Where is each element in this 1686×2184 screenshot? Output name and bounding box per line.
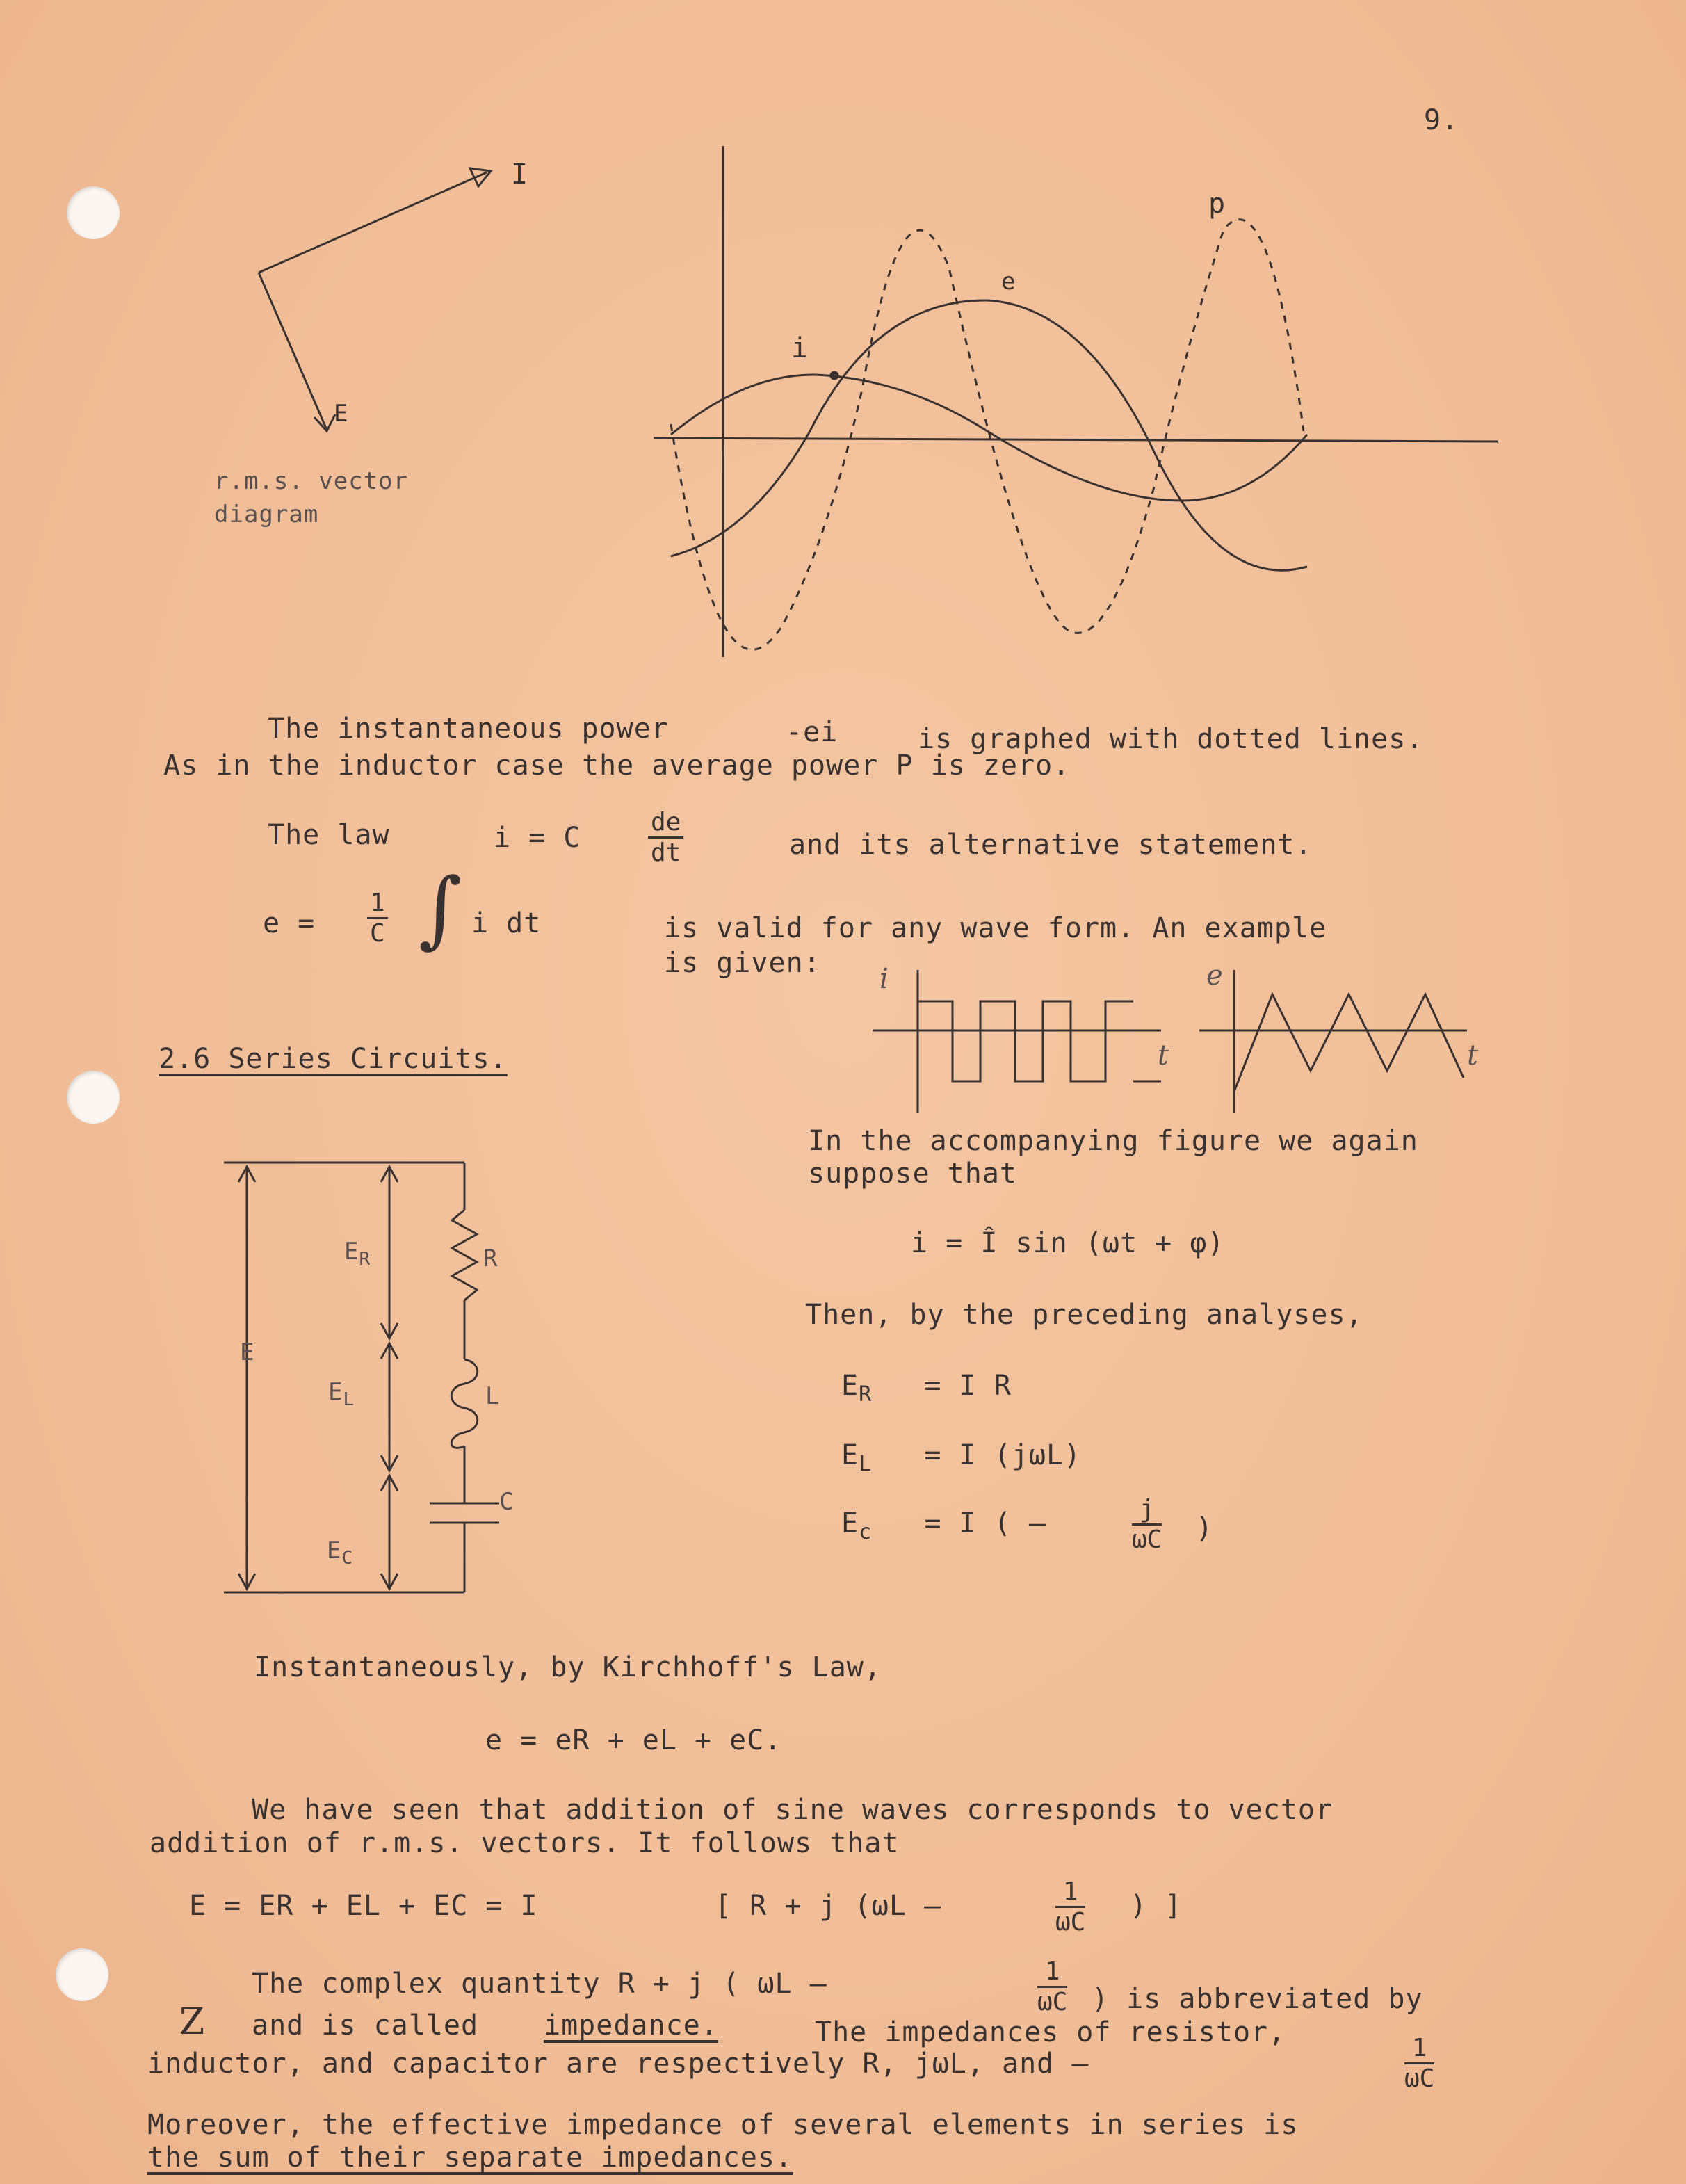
eq-E-num: 1 — [1055, 1877, 1085, 1908]
para6-line1-a: The complex quantity R + j ( ωL — — [252, 1968, 827, 2000]
para1-line1-b: -ei — [786, 716, 838, 748]
equation-i: i = Î sin (ωt + φ) — [911, 1227, 1225, 1259]
page-number: 9. — [1424, 104, 1459, 136]
para4: Instantaneously, by Kirchhoff's Law, — [254, 1651, 882, 1683]
law-frac-den: dt — [651, 839, 681, 867]
para6-frac1-den: ωC — [1037, 1988, 1068, 2016]
circuit-label-L: L — [485, 1382, 501, 1410]
section-heading: 2.6 Series Circuits. — [159, 1043, 508, 1075]
para6-line1-b: ) is abbreviated by — [1092, 1983, 1423, 2015]
example-label-i: i — [880, 963, 889, 995]
para6-line2-a: and is called — [252, 2009, 479, 2041]
para6-frac1-num: 1 — [1037, 1957, 1067, 1988]
eq-E-den: ωC — [1055, 1908, 1086, 1936]
para3: Then, by the preceding analyses, — [805, 1299, 1363, 1331]
para1-line1-c: is graphed with dotted lines. — [918, 723, 1424, 755]
para6-frac2-den: ωC — [1404, 2064, 1435, 2093]
para6-line2-b: The impedances of resistor, — [815, 2016, 1286, 2048]
law-intro: The law — [268, 819, 390, 851]
para1-line2: As in the inductor case the average power P is zero. — [163, 750, 1071, 782]
para6-line5: the sum of their separate impedances. — [147, 2142, 793, 2174]
vector-I-label: I — [511, 159, 529, 191]
integral-text-line1: is valid for any wave form. An example — [664, 912, 1327, 944]
integral-body: i dt — [471, 907, 542, 939]
curve-label-p: p — [1208, 188, 1226, 220]
kirchhoff-equation: e = eR + eL + eC. — [485, 1724, 782, 1756]
para6-line3-a: inductor, and capacitor are respectively R, jωL, and — — [147, 2048, 1089, 2080]
eq-E-bracket: [ R + j (ωL — — [715, 1890, 942, 1922]
eq-EC-den: ωC — [1132, 1526, 1162, 1554]
law-frac-num: de — [648, 808, 683, 839]
law-tail: and its alternative statement. — [789, 829, 1313, 861]
vector-caption-line1: r.m.s. vector — [214, 467, 409, 495]
curve-label-i: i — [791, 332, 809, 364]
para6-impedance: impedance. — [544, 2009, 718, 2041]
integral-text-line2: is given: — [664, 947, 821, 979]
binder-hole-bottom — [56, 1948, 108, 2001]
para2-line1: In the accompanying figure we again — [808, 1125, 1418, 1157]
example-label-e: e — [1206, 960, 1224, 992]
para5-line1: We have seen that addition of sine waves corresponds to vector — [252, 1794, 1334, 1826]
eq-EC-fraction — [1132, 1495, 1162, 1554]
para6-Z: Z — [179, 2001, 206, 2043]
integral-frac-num: 1 — [367, 889, 388, 919]
circuit-label-C: C — [499, 1488, 514, 1516]
eq-E-left: E = ER + EL + EC = I — [189, 1890, 538, 1922]
integral-frac-den: C — [370, 919, 385, 948]
integral-sign: ∫ — [419, 861, 463, 957]
para6-fraction1 — [1037, 1957, 1067, 2016]
eq-EC: $E_c$ = I ( — — [841, 1507, 1046, 1544]
para5-line2: addition of r.m.s. vectors. It follows that — [149, 1827, 900, 1859]
circuit-label-EC: $E_C$ — [327, 1537, 354, 1569]
law-lhs: i = C — [494, 822, 581, 854]
circuit-label-E: E — [240, 1338, 255, 1366]
eq-ER: $E_R$ = I R — [841, 1370, 1012, 1407]
circuit-label-EL: $E_L$ — [328, 1378, 355, 1410]
eq-E-close: ) ] — [1130, 1890, 1183, 1922]
example-label-t1: t — [1158, 1040, 1170, 1071]
circuit-label-ER: $E_R$ — [344, 1238, 371, 1270]
para6-frac2-num: 1 — [1404, 2034, 1434, 2064]
para2-line2: suppose that — [808, 1158, 1017, 1190]
circuit-label-R: R — [483, 1245, 498, 1272]
eq-EC-close: ) — [1196, 1512, 1214, 1544]
eq-EC-num: j — [1132, 1495, 1162, 1526]
example-label-t2: t — [1467, 1040, 1480, 1071]
eq-EL: $E_L$ = I (jωL) — [841, 1439, 1082, 1476]
vector-caption-line2: diagram — [214, 501, 319, 528]
curve-label-e: e — [1001, 268, 1016, 296]
para1-line1-a: The instantaneous power — [268, 713, 669, 745]
vector-E-label: E — [334, 400, 349, 428]
integral-lhs: e = — [263, 907, 316, 939]
para6-line4: Moreover, the effective impedance of several elements in series is — [147, 2109, 1299, 2141]
para6-fraction2 — [1404, 2034, 1434, 2093]
eq-E-fraction — [1055, 1877, 1085, 1936]
